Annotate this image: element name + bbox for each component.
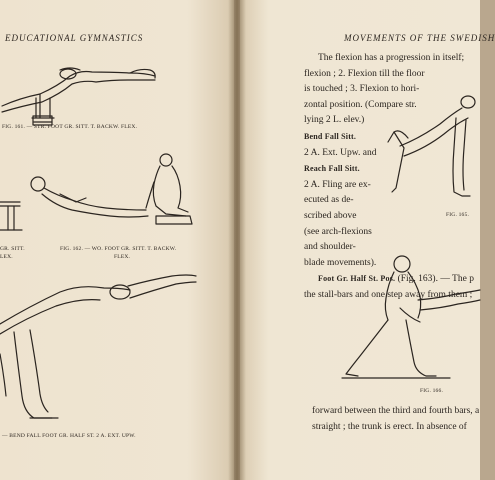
bend-fall-heading: Bend Fall Sitt. bbox=[304, 131, 357, 141]
figure-161-caption: FIG. 161. — STR. FOOT GR. SITT. T. BACKW. FLEX. bbox=[2, 124, 138, 130]
text-line-9: 2 A. Fling are ex- bbox=[304, 179, 371, 190]
text-line-1: The flexion has a progression in itself; bbox=[318, 53, 465, 63]
figure-166-caption: FIG. 166. bbox=[420, 388, 444, 394]
bottom-line-2: straight ; the trunk is erect. In absence of bbox=[312, 421, 467, 432]
reach-fall-heading: Reach Fall Sitt. bbox=[304, 164, 360, 174]
text-line-16: the stall-bars and one step away from them ; bbox=[304, 289, 473, 300]
text-line-2: flexion ; 2. Flexion till the floor bbox=[304, 68, 425, 79]
text-line-5: lying 2 L. elev.) bbox=[304, 115, 365, 126]
text-line-14: blade movements). bbox=[304, 257, 377, 268]
figure-162-left-apparatus bbox=[0, 196, 24, 234]
text-line-4: zontal position. (Compare str. bbox=[304, 99, 417, 110]
text-line-12: (see arch-flexions bbox=[304, 226, 372, 237]
foot-gr-heading: Foot Gr. Half St. Pos. bbox=[318, 274, 396, 284]
text-line-11: scribed above bbox=[304, 210, 357, 221]
text-line-13: and shoulder- bbox=[304, 242, 356, 253]
figure-166-illustration bbox=[340, 252, 480, 384]
text-line-10: ecuted as de- bbox=[304, 195, 354, 206]
figure-165-caption: FIG. 165. bbox=[446, 212, 470, 218]
figure-162-left-caption-2: LEX. bbox=[0, 254, 13, 260]
foot-gr-text: (Fig. 163). — The p bbox=[395, 274, 474, 285]
left-running-header: EDUCATIONAL GYMNASTICS bbox=[5, 33, 144, 43]
text-line-3: is touched ; 3. Flexion to hori- bbox=[304, 84, 420, 95]
right-running-header: MOVEMENTS OF THE SWEDISH bbox=[344, 33, 495, 43]
right-body-text-bottom bbox=[312, 404, 479, 435]
book-gutter bbox=[228, 0, 246, 480]
figure-162-left-caption: GR. SITT. bbox=[0, 246, 25, 252]
bottom-line-1: forward between the third and fourth bars, a bbox=[312, 406, 480, 416]
figure-164-illustration bbox=[0, 266, 200, 428]
right-page bbox=[240, 0, 495, 480]
figure-162-caption-2: FLEX. bbox=[114, 254, 131, 260]
figure-162-illustration bbox=[26, 152, 194, 228]
figure-161-illustration bbox=[0, 58, 165, 128]
left-page bbox=[0, 0, 234, 480]
figure-162-caption: FIG. 162. — WO. FOOT GR. SITT. T. BACKW. bbox=[60, 246, 177, 252]
figure-165-illustration bbox=[380, 88, 480, 208]
figure-164-caption: — BEND FALL FOOT GR. HALF ST. 2 A. EXT. UPW. bbox=[2, 433, 136, 439]
text-line-7: 2 A. Ext. Upw. and bbox=[304, 147, 377, 158]
